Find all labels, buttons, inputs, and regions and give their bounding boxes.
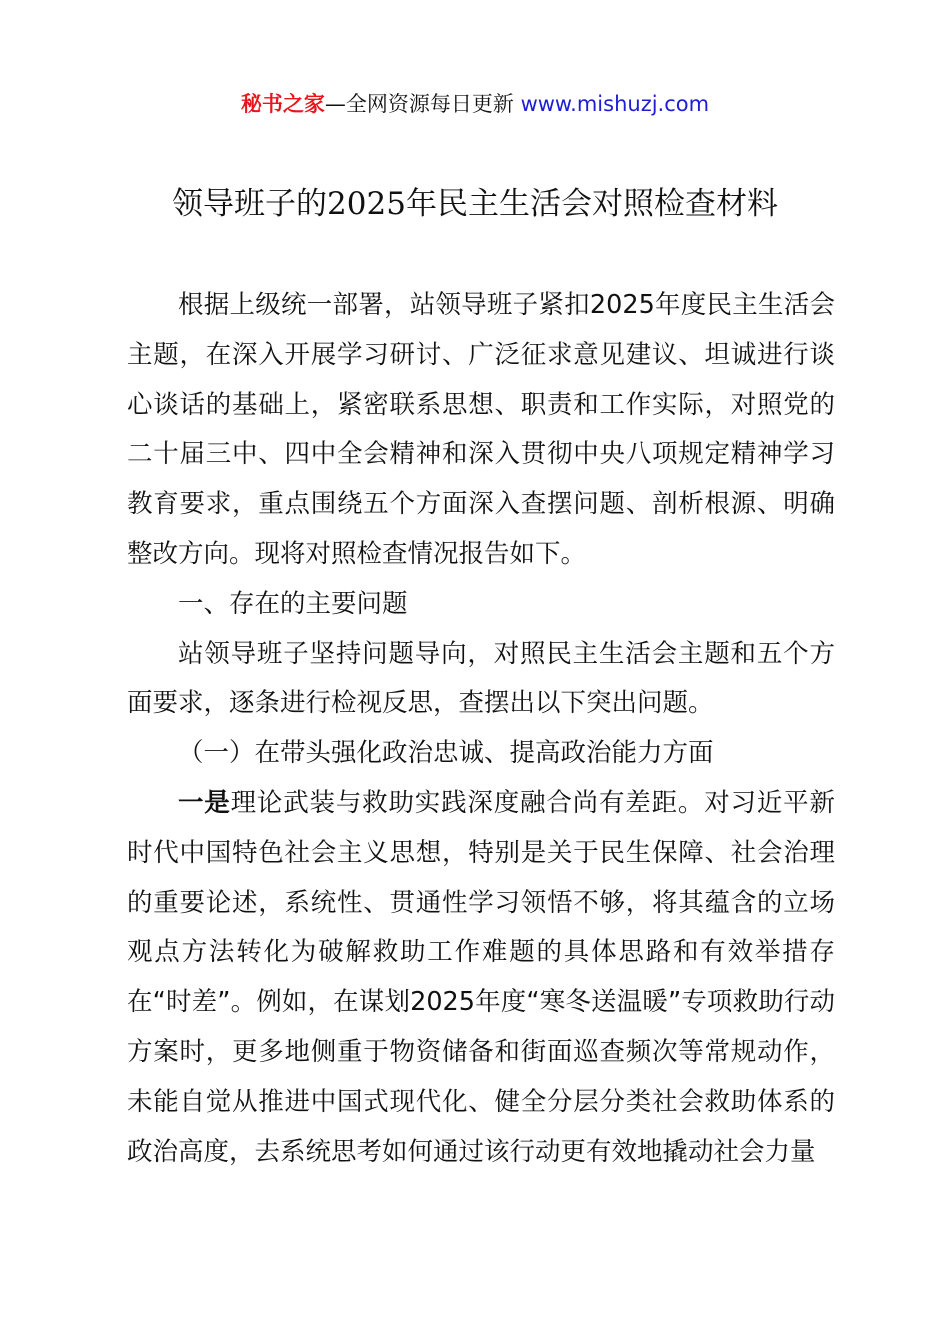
site-brand: 秘书之家	[240, 92, 325, 116]
site-url-link[interactable]: www.mishuzj.com	[520, 92, 710, 116]
site-tagline: —全网资源每日更新	[324, 92, 521, 116]
section-intro-paragraph: 站领导班子坚持问题导向，对照民主生活会主题和五个方面要求，逐条进行检视反思，查摆出以下突出问题。	[127, 638, 835, 719]
point-lead: 一是	[178, 787, 231, 818]
point-text: 理论武装与救助实践深度融合尚有差距。对习近平新时代中国特色社会主义思想，特别是关于民生保障、社会治理的重要论述，系统性、贯通性学习领悟不够，将其蕴含的立场观点方法转化为破解救助工作难题的具体思路和有效举措存在“时差”。例如，在谋划2025年度“寒冬送温暖”专项救助行动方案时，更多地侧重于物资储备和街面巡查频次等常规动作，未能自觉从推进中国式现代化、健全分层分类社会救助体系的政治高度，去系统思考如何通过该行动更有效地撬动社会力量	[127, 787, 835, 1167]
subsection-heading: （一）在带头强化政治忠诚、提高政治能力方面	[178, 738, 714, 769]
document-title: 领导班子的2025年民主生活会对照检查材料	[172, 186, 778, 222]
section-heading: 一、存在的主要问题	[178, 588, 408, 619]
document-body	[127, 281, 835, 1177]
intro-paragraph: 根据上级统一部署，站领导班子紧扣2025年度民主生活会主题，在深入开展学习研讨、广泛征求意见建议、坦诚进行谈心谈话的基础上，紧密联系思想、职责和工作实际，对照党的二十届三中、四中全会精神和深入贯彻中央八项规定精神学习教育要求，重点围绕五个方面深入查摆问题、剖析根源、明确整改方向。现将对照检查情况报告如下。	[127, 290, 835, 569]
site-header	[0, 86, 950, 122]
point-paragraph	[127, 779, 835, 1177]
